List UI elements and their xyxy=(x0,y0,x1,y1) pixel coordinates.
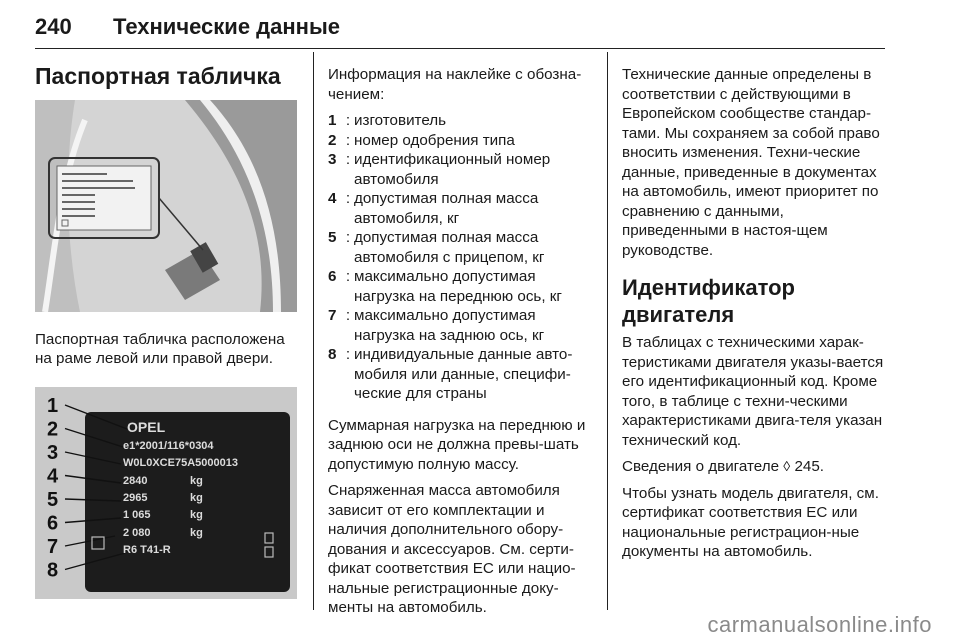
callout-number: 1 xyxy=(47,394,59,417)
item-number: 2 xyxy=(328,131,337,149)
column-right xyxy=(622,65,888,569)
item-number: 7 xyxy=(328,307,337,324)
section-title: Паспортная табличка xyxy=(35,63,281,89)
column-divider xyxy=(607,52,608,610)
item-number: 8 xyxy=(328,346,337,363)
list-item: 1 : изготовитель xyxy=(328,111,596,131)
watermark: carmanualsonline.info xyxy=(707,612,932,637)
plate-unit-label: kg xyxy=(190,508,203,521)
plate-unit-label: kg xyxy=(190,474,203,487)
plate-diagram xyxy=(35,387,297,599)
item-text: изготовитель xyxy=(354,112,447,129)
plate-text-line: e1*2001/116*0304 xyxy=(123,439,214,452)
list-item: 6 : максимально допустимая нагрузка на переднюю ось, кг xyxy=(328,267,596,306)
list-intro: Информация на наклейке с обозна-чением: xyxy=(328,66,582,103)
page-ref-arrow-icon: ◊ xyxy=(783,458,791,474)
list-item: 7 : максимально допустимая нагрузка на заднюю ось, кг xyxy=(328,306,596,345)
item-text: допустимая полная масса автомобиля, кг xyxy=(354,190,539,227)
cross-reference xyxy=(622,457,888,477)
door-frame-photo xyxy=(35,100,297,312)
plate-text-line: W0L0XCE75A5000013 xyxy=(123,456,238,469)
header-rule xyxy=(35,48,885,49)
page-header xyxy=(35,14,340,40)
plate-text-line: R6 T41-R xyxy=(123,543,171,556)
item-text: максимально допустимая нагрузка на переднюю ось, кг xyxy=(354,268,562,305)
callout-number: 2 xyxy=(47,418,59,440)
page-number: 240 xyxy=(35,14,72,39)
callout-number: 4 xyxy=(47,465,59,487)
item-number: 5 xyxy=(328,229,337,246)
paragraph: Суммарная нагрузка на переднюю и заднюю оси не должна превы-шать допустимую полную массу. xyxy=(328,416,586,473)
column-divider xyxy=(313,52,314,610)
item-number: 1 xyxy=(328,112,337,129)
callout-number: 8 xyxy=(47,559,59,581)
callout-number: 7 xyxy=(47,535,59,558)
plate-unit-label: kg xyxy=(190,526,203,539)
paragraph: Снаряженная масса автомобиля зависит от его комплектации и наличия дополнительного обору-дования и аксессуаров. См. серти-фикат соответствия ЕС или нацио-нальные регистрационные доку-менты на автомобиль. xyxy=(328,482,576,616)
plate-legend-list xyxy=(328,111,596,404)
item-text: идентификационный номер автомобиля xyxy=(354,151,551,188)
plate-text-line: 2 080 xyxy=(123,526,151,539)
column-left xyxy=(35,62,300,604)
item-text: номер одобрения типа xyxy=(354,131,515,149)
paragraph: Чтобы узнать модель двигателя, см. сертификат соответствия ЕС или национальные регистрацион-ные документы на автомобиль. xyxy=(622,484,879,560)
list-item: 5 : допустимая полная масса автомобиля с прицепом, кг xyxy=(328,228,596,267)
callout-number: 6 xyxy=(47,512,59,534)
callout-number: 3 xyxy=(47,441,59,464)
item-text: допустимая полная масса автомобиля с прицепом, кг xyxy=(354,229,545,266)
list-item: 4 : допустимая полная масса автомобиля, кг xyxy=(328,189,596,228)
plate-text-line: 2965 xyxy=(123,491,148,504)
plate-text-line: 2840 xyxy=(123,474,148,487)
item-text: максимально допустимая нагрузка на заднюю ось, кг xyxy=(354,307,545,344)
item-text: индивидуальные данные авто-мобиля или данные, специфи-ческие для страны xyxy=(354,346,573,402)
photo-caption: Паспортная табличка расположена на раме левой или правой двери. xyxy=(35,330,285,367)
plate-text-line: 1 065 xyxy=(123,508,151,521)
list-item: 8 : индивидуальные данные авто-мобиля или данные, специфи-ческие для страны xyxy=(328,345,596,404)
plate-unit-label: kg xyxy=(190,491,203,504)
reference-page-link[interactable]: 245. xyxy=(794,458,824,475)
callout-number: 5 xyxy=(47,488,59,511)
item-number: 3 xyxy=(328,151,337,168)
section-heading: Идентификатор двигателя xyxy=(622,275,795,327)
paragraph: Технические данные определены в соответствии с действующими в Европейском сообществе стандар-тами. Мы сохраняем за собой право вносить изменения. Техни-ческие данные, приведенные в документах на автомобиль, имеют приоритет по сравнению с данными, приведенными в настоя-щем руководстве. xyxy=(622,66,880,259)
item-number: 6 xyxy=(328,268,337,285)
reference-text: Сведения о двигателе xyxy=(622,458,780,475)
chapter-title: Технические данные xyxy=(113,14,340,39)
plate-text-line: OPEL xyxy=(127,418,166,435)
list-item: 3 : идентификационный номер автомобиля xyxy=(328,150,596,189)
paragraph: В таблицах с техническими харак-теристиками двигателя указы-вается его идентификационный код. Кроме того, в таблице с техни-ческими характеристиками двига-теля указан технический код. xyxy=(622,334,884,449)
item-number: 4 xyxy=(328,190,337,207)
column-middle xyxy=(328,65,596,625)
list-item: 2 : номер одобрения типа xyxy=(328,131,596,151)
